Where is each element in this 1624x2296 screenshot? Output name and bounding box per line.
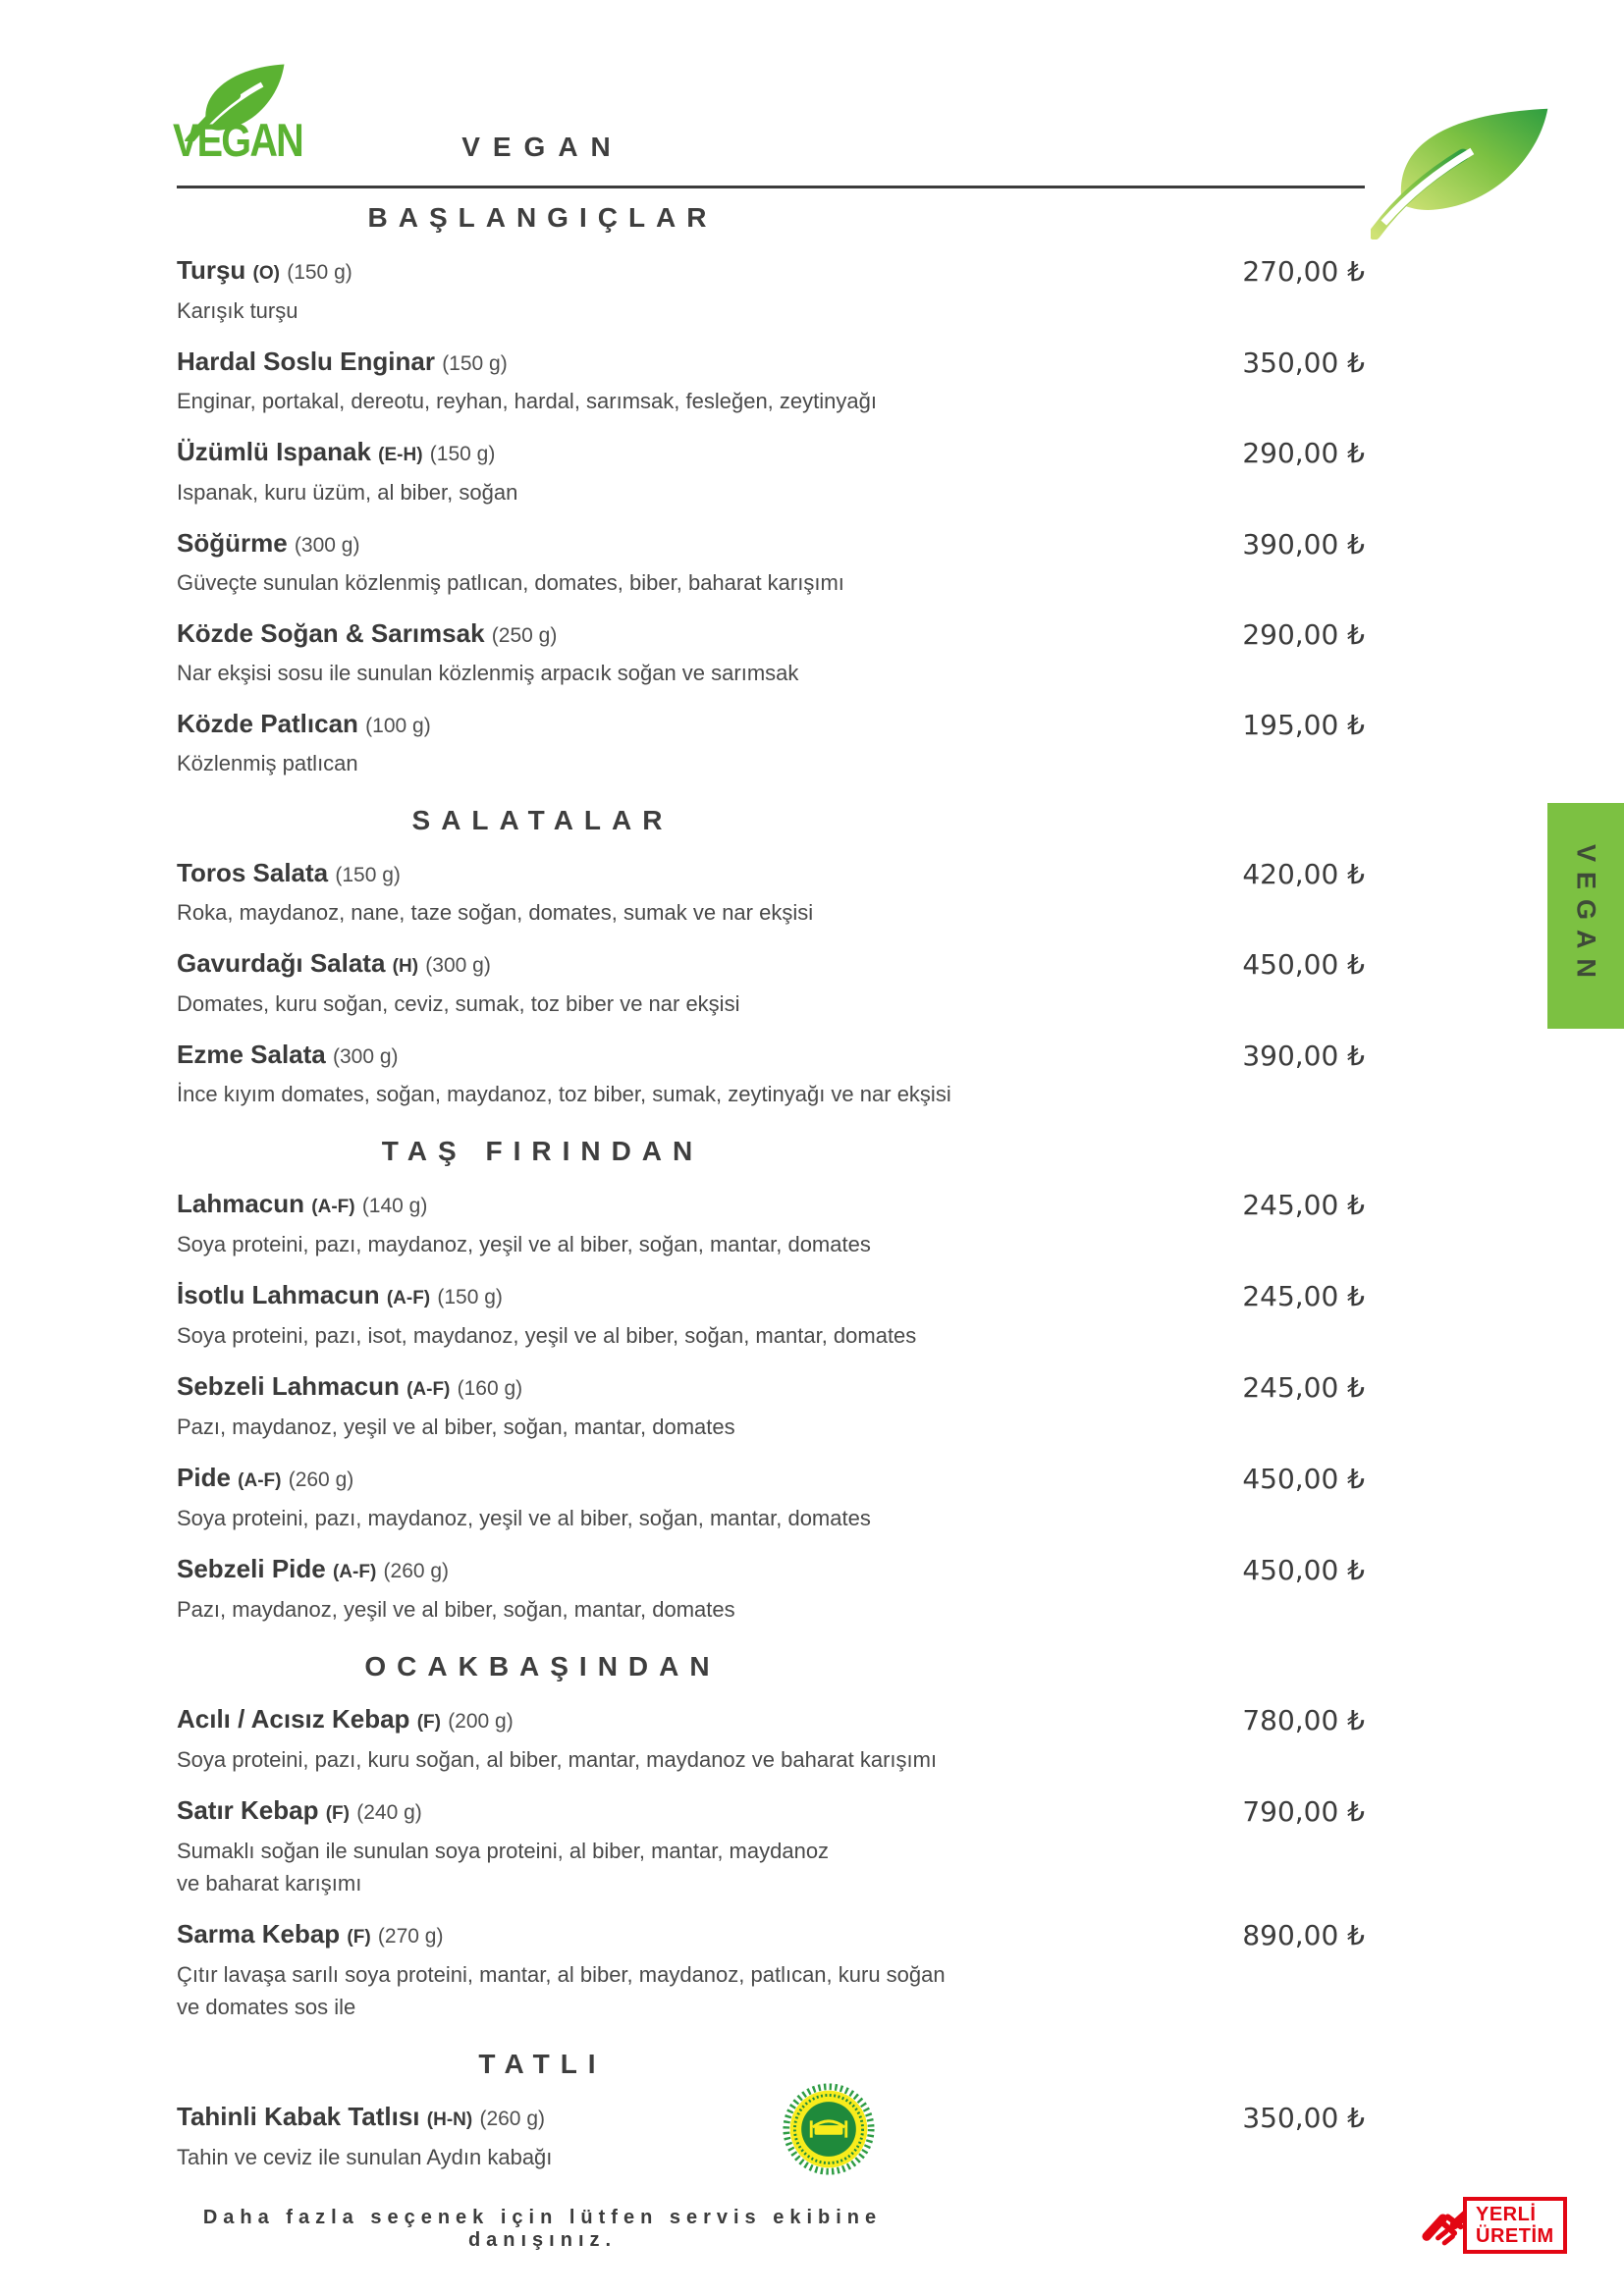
item-description-line2: ve domates sos ile: [177, 1995, 356, 2019]
item-price: 390,00 ₺: [1242, 1040, 1365, 1072]
brand-logo-label: VEGAN: [173, 113, 303, 167]
item-name: Hardal Soslu Enginar: [177, 347, 435, 376]
menu-item: [177, 856, 1365, 929]
item-price: 270,00 ₺: [1242, 255, 1365, 288]
page-title: VEGAN: [461, 132, 623, 162]
item-weight: (250 g): [491, 624, 558, 647]
item-allergen-codes: (A-F): [332, 1562, 377, 1582]
item-price: 450,00 ₺: [1242, 1463, 1365, 1495]
menu-item: [177, 526, 1365, 599]
domestic-badge-line1: YERLİ: [1476, 2204, 1537, 2225]
section-title: BAŞLANGIÇLAR: [367, 202, 718, 233]
item-weight: (200 g): [448, 1710, 514, 1733]
item-name: Söğürme: [177, 528, 288, 558]
item-name: Toros Salata: [177, 858, 329, 887]
item-weight: (160 g): [457, 1377, 523, 1400]
item-weight: (260 g): [479, 2108, 545, 2130]
header-divider: [177, 186, 1365, 188]
leaf-icon: [1371, 90, 1555, 244]
item-description: Tahin ve ceviz ile sunulan Aydın kabağı: [177, 2145, 553, 2169]
item-description-line2: ve baharat karışımı: [177, 1871, 362, 1896]
item-allergen-codes: (E-H): [378, 445, 423, 465]
item-price: 290,00 ₺: [1242, 437, 1365, 469]
item-name: Közde Soğan & Sarımsak: [177, 618, 485, 648]
item-name: Gavurdağı Salata: [177, 948, 386, 978]
item-description: Soya proteini, pazı, kuru soğan, al biber, mantar, maydanoz ve baharat karışımı: [177, 1747, 938, 1772]
item-name: İsotlu Lahmacun: [177, 1280, 380, 1309]
item-name: Acılı / Acısız Kebap: [177, 1704, 410, 1734]
item-description: Enginar, portakal, dereotu, reyhan, hardal, sarımsak, fesleğen, zeytinyağı: [177, 389, 877, 413]
menu-item: [177, 1793, 1365, 1899]
section-title: OCAKBAŞINDAN: [364, 1651, 721, 1682]
item-price: 350,00 ₺: [1242, 2102, 1365, 2134]
item-allergen-codes: (A-F): [386, 1288, 431, 1308]
item-allergen-codes: (F): [347, 1927, 371, 1948]
item-weight: (260 g): [383, 1560, 450, 1582]
item-description: Pazı, maydanoz, yeşil ve al biber, soğan, mantar, domates: [177, 1597, 735, 1622]
item-weight: (150 g): [335, 864, 401, 886]
item-description: Domates, kuru soğan, ceviz, sumak, toz biber ve nar ekşisi: [177, 991, 740, 1016]
menu-item: [177, 707, 1365, 779]
menu-item: [177, 253, 1365, 327]
item-price: 450,00 ₺: [1242, 1554, 1365, 1586]
item-description: Roka, maydanoz, nane, taze soğan, domates, sumak ve nar ekşisi: [177, 900, 814, 925]
item-description: Közlenmiş patlıcan: [177, 751, 358, 775]
item-name: Tahinli Kabak Tatlısı: [177, 2102, 420, 2131]
item-description: Soya proteini, pazı, maydanoz, yeşil ve al biber, soğan, mantar, domates: [177, 1232, 871, 1256]
item-allergen-codes: (A-F): [406, 1379, 451, 1400]
item-name: Sarma Kebap: [177, 1919, 341, 1949]
item-weight: (300 g): [294, 534, 360, 557]
menu-item: [177, 1917, 1365, 2023]
menu-item: [177, 1187, 1365, 1260]
domestic-badge-line2: ÜRETİM: [1476, 2225, 1554, 2247]
item-weight: (150 g): [437, 1286, 503, 1308]
item-price: 450,00 ₺: [1242, 948, 1365, 981]
menu-item: [177, 616, 1365, 689]
section-title: TATLI: [478, 2049, 607, 2079]
item-weight: (140 g): [361, 1195, 428, 1217]
item-price: 790,00 ₺: [1242, 1795, 1365, 1828]
domestic-production-badge: [1422, 2197, 1567, 2254]
item-name: Pide: [177, 1463, 231, 1492]
item-weight: (300 g): [425, 954, 491, 977]
item-name: Satır Kebap: [177, 1795, 319, 1825]
footer-note: Daha fazla seçenek için lütfen servis ekibine danışınız.: [202, 2207, 883, 2251]
item-allergen-codes: (A-F): [311, 1197, 355, 1217]
section-title: SALATALAR: [411, 805, 674, 835]
item-name: Közde Patlıcan: [177, 709, 358, 738]
item-weight: (100 g): [365, 715, 431, 737]
item-description: Soya proteini, pazı, isot, maydanoz, yeşil ve al biber, soğan, mantar, domates: [177, 1323, 917, 1348]
menu-content: [177, 202, 1365, 2252]
menu-item: [177, 1461, 1365, 1534]
item-name: Üzümlü Ispanak: [177, 437, 371, 466]
item-name: Sebzeli Lahmacun: [177, 1371, 400, 1401]
item-allergen-codes: (F): [416, 1712, 441, 1733]
item-weight: (300 g): [332, 1045, 399, 1068]
item-price: 245,00 ₺: [1242, 1371, 1365, 1404]
item-description: Güveçte sunulan közlenmiş patlıcan, domates, biber, baharat karışımı: [177, 570, 844, 595]
item-description: Ispanak, kuru üzüm, al biber, soğan: [177, 480, 518, 505]
item-allergen-codes: (A-F): [238, 1470, 282, 1491]
item-allergen-codes: (H-N): [426, 2109, 473, 2130]
item-weight: (150 g): [287, 261, 352, 284]
item-allergen-codes: (H): [392, 956, 419, 977]
item-weight: (150 g): [442, 352, 508, 375]
item-description: Sumaklı soğan ile sunulan soya proteini, al biber, mantar, maydanoz: [177, 1839, 830, 1863]
item-price: 390,00 ₺: [1242, 528, 1365, 561]
item-name: Turşu: [177, 255, 246, 285]
section-stone-oven: [177, 1136, 1365, 1626]
section-starters: [177, 202, 1365, 779]
item-description: Karışık turşu: [177, 298, 298, 323]
item-name: Lahmacun: [177, 1189, 305, 1218]
menu-item: [177, 946, 1365, 1020]
menu-item: [177, 1369, 1365, 1443]
item-price: 245,00 ₺: [1242, 1280, 1365, 1312]
item-price: 195,00 ₺: [1242, 709, 1365, 741]
section-grill: [177, 1651, 1365, 2023]
item-description: Nar ekşisi sosu ile sunulan közlenmiş arpacık soğan ve sarımsak: [177, 661, 799, 685]
menu-item: [177, 1702, 1365, 1776]
item-description: Soya proteini, pazı, maydanoz, yeşil ve al biber, soğan, mantar, domates: [177, 1506, 871, 1530]
item-description: Pazı, maydanoz, yeşil ve al biber, soğan, mantar, domates: [177, 1415, 735, 1439]
menu-item: [177, 435, 1365, 508]
item-price: 350,00 ₺: [1242, 347, 1365, 379]
item-description: İnce kıyım domates, soğan, maydanoz, toz biber, sumak, zeytinyağı ve nar ekşisi: [177, 1082, 951, 1106]
item-weight: (150 g): [429, 443, 496, 465]
item-allergen-codes: (F): [325, 1803, 350, 1824]
item-price: 245,00 ₺: [1242, 1189, 1365, 1221]
section-title: TAŞ FIRINDAN: [381, 1136, 704, 1166]
item-price: 890,00 ₺: [1242, 1919, 1365, 1951]
menu-item: [177, 1038, 1365, 1110]
vegan-side-tab: [1547, 803, 1624, 1029]
item-weight: (240 g): [356, 1801, 422, 1824]
item-weight: (260 g): [288, 1468, 354, 1491]
menu-item: [177, 1552, 1365, 1626]
item-price: 780,00 ₺: [1242, 1704, 1365, 1736]
item-name: Sebzeli Pide: [177, 1554, 326, 1583]
menu-item: [177, 2100, 1365, 2173]
item-name: Ezme Salata: [177, 1040, 326, 1069]
item-price: 290,00 ₺: [1242, 618, 1365, 651]
certification-stamp-icon: [782, 2082, 876, 2181]
menu-item: [177, 345, 1365, 417]
vegan-side-tab-label: VEGAN: [1571, 843, 1601, 988]
section-salads: [177, 805, 1365, 1110]
section-dessert: [177, 2049, 1365, 2173]
item-description: Çıtır lavaşa sarılı soya proteini, mantar, al biber, maydanoz, patlıcan, kuru soğan: [177, 1962, 946, 1987]
item-weight: (270 g): [377, 1925, 444, 1948]
item-price: 420,00 ₺: [1242, 858, 1365, 890]
item-allergen-codes: (O): [252, 263, 280, 284]
menu-item: [177, 1278, 1365, 1352]
